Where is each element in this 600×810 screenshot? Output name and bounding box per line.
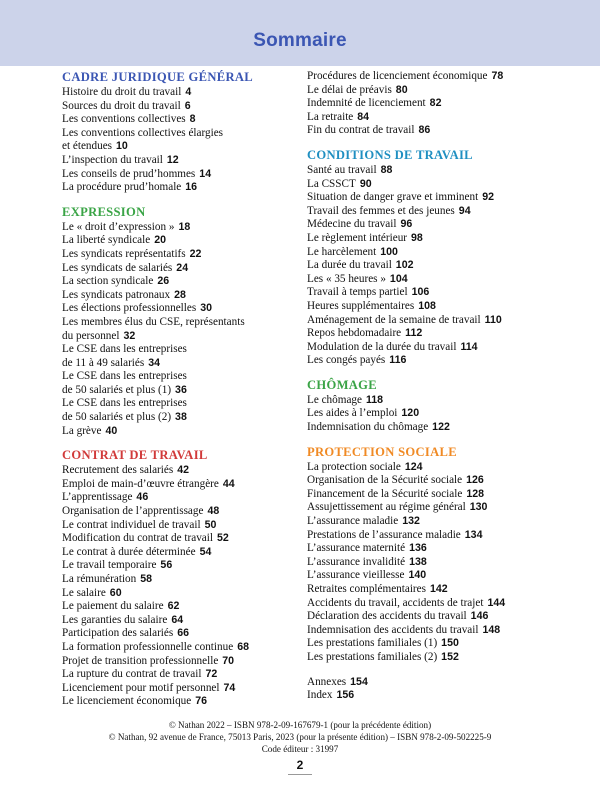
toc-entry-title: Travail des femmes et des jeunes — [307, 204, 455, 217]
toc-entry[interactable] — [62, 343, 302, 357]
toc-section-conditions — [307, 148, 547, 368]
toc-entry-title: Heures supplémentaires — [307, 299, 415, 312]
toc-entry[interactable] — [307, 273, 547, 287]
toc-entry[interactable] — [307, 407, 547, 421]
toc-entry[interactable] — [307, 421, 547, 435]
toc-entry-title: Annexes — [307, 675, 347, 688]
toc-entry-page: 60 — [109, 586, 122, 599]
toc-entry-page: 94 — [458, 204, 471, 217]
toc-entry-title: du personnel — [62, 329, 120, 342]
toc-entry-title: Travail à temps partiel — [307, 286, 408, 299]
toc-entry-title: Modulation de la durée du travail — [307, 340, 457, 353]
toc-entry[interactable] — [307, 556, 547, 570]
toc-entry[interactable] — [62, 100, 302, 114]
toc-entry[interactable] — [62, 154, 302, 168]
toc-entry[interactable] — [62, 316, 302, 330]
toc-entry-page: 64 — [171, 613, 184, 626]
toc-entry-title: Le CSE dans les entreprises — [62, 343, 187, 356]
toc-entry[interactable] — [307, 218, 547, 232]
toc-entry-title: Aménagement de la semaine de travail — [307, 313, 481, 326]
toc-entry-title: La grève — [62, 424, 102, 437]
toc-entry-title: Les conventions collectives — [62, 113, 186, 126]
toc-entry-title: Accidents du travail, accidents de trajet — [307, 596, 484, 609]
toc-entry-page: 144 — [487, 596, 506, 609]
toc-entry-page: 62 — [167, 600, 180, 613]
toc-section-protection — [307, 445, 547, 665]
toc-section-expression — [62, 205, 302, 439]
toc-entry[interactable] — [307, 286, 547, 300]
toc-section-chomage — [307, 378, 547, 435]
toc-entry-title: Le licenciement économique — [62, 695, 192, 708]
toc-entry-title: La liberté syndicale — [62, 234, 151, 247]
toc-entry[interactable] — [62, 168, 302, 182]
toc-entry-title: Les « 35 heures » — [307, 272, 386, 285]
toc-entry-page: 120 — [401, 407, 420, 420]
toc-entry[interactable] — [62, 682, 302, 696]
toc-entry[interactable] — [62, 614, 302, 628]
toc-entry-title: La formation professionnelle continue — [62, 640, 234, 653]
toc-entry-page: 32 — [123, 329, 136, 342]
toc-entry-page: 114 — [460, 340, 478, 353]
toc-entry-page: 128 — [466, 487, 485, 500]
toc-entry-page: 12 — [166, 153, 179, 166]
toc-entry-title: Médecine du travail — [307, 218, 397, 231]
toc-entry[interactable] — [307, 597, 547, 611]
toc-entry-title: Les conseils de prud’hommes — [62, 167, 196, 180]
toc-entry[interactable] — [307, 327, 547, 341]
section-heading-chomage[interactable]: CHÔMAGE — [307, 377, 377, 392]
toc-entry-title: Le CSE dans les entreprises — [62, 397, 187, 410]
toc-entry[interactable] — [307, 461, 547, 475]
toc-entry[interactable] — [307, 84, 547, 98]
toc-entry[interactable] — [307, 97, 547, 111]
toc-entry[interactable] — [62, 370, 302, 384]
toc-entry-page: 100 — [380, 245, 398, 258]
toc-entry-page: 102 — [395, 259, 414, 272]
toc-entry-page: 26 — [157, 275, 170, 288]
toc-entry[interactable] — [307, 178, 547, 192]
toc-entry-page: 48 — [207, 505, 220, 518]
toc-entry-page: 106 — [411, 286, 430, 299]
section-heading-contrat[interactable]: CONTRAT DE TRAVAIL — [62, 448, 208, 463]
toc-entry-page: 108 — [418, 299, 436, 312]
toc-entry-title: Les conventions collectives élargies — [62, 126, 224, 139]
toc-entry[interactable] — [307, 637, 547, 651]
toc-entry[interactable] — [307, 474, 547, 488]
toc-entry-page: 42 — [177, 464, 190, 477]
toc-entry[interactable] — [62, 559, 302, 573]
toc-entry-title: Le règlement intérieur — [307, 231, 408, 244]
section-heading-expression[interactable]: EXPRESSION — [62, 204, 146, 219]
section-heading-conditions[interactable]: CONDITIONS DE TRAVAIL — [307, 147, 473, 162]
toc-entry[interactable] — [307, 676, 547, 690]
toc-entry-title: Les membres élus du CSE, représentants — [62, 315, 245, 328]
toc-entry[interactable] — [307, 610, 547, 624]
toc-entry[interactable] — [62, 600, 302, 614]
toc-entry-title: Retraites complémentaires — [307, 583, 426, 595]
toc-entry-page: 36 — [175, 383, 187, 396]
toc-entry[interactable] — [62, 302, 302, 316]
toc-entry-page: 84 — [357, 110, 370, 123]
toc-entry-title: Licenciement pour motif personnel — [62, 681, 220, 694]
toc-entry-title: L’assurance maladie — [307, 515, 399, 528]
toc-entry-page: 76 — [195, 695, 208, 708]
toc-entry-title: Prestations de l’assurance maladie — [307, 528, 461, 541]
toc-entry[interactable] — [62, 546, 302, 560]
toc-entry[interactable] — [307, 164, 547, 178]
toc-entry-title: L’assurance vieillesse — [307, 569, 405, 582]
toc-entry-title: La rémunération — [62, 573, 137, 585]
page-title: Sommaire — [253, 30, 347, 51]
toc-entry[interactable] — [62, 505, 302, 519]
toc-entry[interactable] — [62, 397, 302, 411]
toc-entry-page: 116 — [389, 354, 407, 367]
toc-entry[interactable] — [62, 695, 302, 709]
toc-entry-page: 110 — [484, 313, 502, 326]
toc-entry-title: La durée du travail — [307, 259, 392, 272]
toc-entry[interactable] — [307, 394, 547, 408]
toc-entry-title: Procédures de licenciement économique — [307, 70, 488, 82]
toc-entry-page: 148 — [482, 623, 501, 636]
toc-entry-page: 6 — [184, 99, 191, 112]
toc-entry-page: 104 — [389, 272, 408, 285]
toc-entry[interactable] — [62, 411, 302, 425]
toc-entry-page: 118 — [365, 393, 384, 406]
toc-entry-title: Recrutement des salariés — [62, 464, 174, 477]
toc-entry-page: 150 — [441, 637, 459, 650]
toc-entry-title: Les garanties du salaire — [62, 613, 168, 626]
toc-entry[interactable] — [62, 384, 302, 398]
toc-entry-page: 16 — [185, 181, 198, 194]
toc-entry[interactable] — [307, 205, 547, 219]
toc-entry-title: La protection sociale — [307, 460, 401, 473]
toc-entry[interactable] — [307, 111, 547, 125]
toc-entry-title: Le « droit d’expression » — [62, 220, 175, 233]
toc-entry-page: 74 — [223, 681, 236, 694]
toc-entry[interactable] — [62, 532, 302, 546]
toc-entry-title: Les aides à l’emploi — [307, 407, 398, 420]
toc-entry-page: 142 — [429, 583, 448, 595]
toc-entry-title: Situation de danger grave et imminent — [307, 191, 479, 204]
toc-entry-title: Indemnité de licenciement — [307, 97, 426, 110]
toc-entry[interactable] — [62, 289, 302, 303]
toc-entry[interactable] — [307, 259, 547, 273]
toc-entry-page: 40 — [105, 424, 118, 437]
toc-entry-page: 134 — [464, 528, 483, 541]
toc-entry-page: 20 — [154, 234, 167, 247]
toc-entry-page: 154 — [350, 675, 368, 688]
toc-entry-page: 10 — [116, 140, 128, 153]
copyright-line-1: © Nathan 2022 – ISBN 978-2-09-167679-1 (pour la précédente édition) — [168, 720, 432, 730]
toc-entry[interactable] — [62, 425, 302, 439]
toc-entry-title: Les syndicats patronaux — [62, 288, 171, 301]
page-number: 2 — [296, 758, 304, 772]
toc-entry-page: 38 — [175, 411, 187, 424]
toc-entry[interactable] — [307, 569, 547, 583]
toc-entry[interactable] — [62, 668, 302, 682]
toc-entry-page: 96 — [400, 218, 413, 231]
toc-entry-page: 34 — [148, 356, 161, 369]
toc-entry[interactable] — [62, 127, 302, 141]
toc-entry[interactable] — [62, 234, 302, 248]
toc-section-cadre — [62, 70, 302, 195]
toc-entry-title: Déclaration des accidents du travail — [307, 610, 467, 623]
toc-entry-title: Le contrat individuel de travail — [62, 518, 201, 531]
toc-entry[interactable] — [62, 464, 302, 478]
toc-entry[interactable] — [62, 221, 302, 235]
toc-entry[interactable] — [62, 140, 302, 154]
toc-right-column — [307, 70, 547, 703]
toc-entry-title: Les prestations familiales (1) — [307, 637, 438, 650]
toc-entry-title: Le CSE dans les entreprises — [62, 370, 187, 383]
copyright-footer — [0, 719, 600, 755]
toc-entry[interactable] — [307, 232, 547, 246]
toc-entry-title: Le travail temporaire — [62, 559, 157, 572]
toc-entry-page: 156 — [336, 689, 355, 702]
toc-entry-page: 122 — [432, 421, 450, 434]
toc-entry[interactable] — [62, 641, 302, 655]
toc-entry-title: Repos hebdomadaire — [307, 327, 402, 340]
toc-entry-title: Emploi de main-d’œuvre étrangère — [62, 477, 219, 490]
toc-entry-title: Fin du contrat de travail — [307, 124, 415, 137]
toc-entry[interactable] — [307, 70, 547, 84]
toc-entry[interactable] — [307, 624, 547, 638]
toc-entry-page: 152 — [441, 650, 459, 663]
toc-entry[interactable] — [62, 262, 302, 276]
toc-entry[interactable] — [307, 488, 547, 502]
toc-entry[interactable] — [307, 354, 547, 368]
toc-entry[interactable] — [307, 124, 547, 138]
toc-entry-page: 46 — [136, 491, 149, 504]
toc-entry-page: 82 — [429, 97, 442, 110]
toc-entry-title: de 50 salariés et plus (2) — [62, 411, 172, 424]
section-heading-protection[interactable]: PROTECTION SOCIALE — [307, 444, 457, 459]
toc-entry-title: L’apprentissage — [62, 491, 133, 504]
toc-entry[interactable] — [62, 478, 302, 492]
toc-entry-title: La section syndicale — [62, 275, 154, 288]
toc-entry-title: Le chômage — [307, 393, 362, 406]
toc-entry-page: 98 — [411, 231, 423, 244]
toc-entry-page: 72 — [205, 668, 218, 681]
toc-entry-page: 70 — [222, 654, 235, 667]
toc-entry-page: 138 — [409, 555, 427, 568]
toc-entry-page: 50 — [204, 518, 217, 531]
toc-entry-page: 18 — [178, 220, 191, 233]
toc-entry-title: L’inspection du travail — [62, 153, 163, 166]
toc-entry-title: Le paiement du salaire — [62, 600, 164, 613]
toc-entry-page: 78 — [491, 70, 504, 82]
toc-entry-title: Sources du droit du travail — [62, 99, 181, 112]
section-heading-cadre[interactable]: CADRE JURIDIQUE GÉNÉRAL — [62, 70, 253, 84]
toc-entry-page: 90 — [359, 177, 372, 190]
toc-entry-page: 126 — [466, 474, 484, 487]
toc-entry-title: Le salaire — [62, 586, 106, 599]
copyright-line-2: © Nathan, 92 avenue de France, 75013 Paris, 2023 (pour la présente édition) – ISBN 978-2-09-502225-9 — [108, 732, 492, 742]
publisher-code: Code éditeur : 31997 — [261, 744, 339, 754]
toc-entry[interactable] — [307, 246, 547, 260]
toc-entry-page: 8 — [189, 113, 196, 126]
toc-entry[interactable] — [307, 191, 547, 205]
toc-entry[interactable] — [62, 573, 302, 587]
toc-entry-page: 52 — [216, 532, 229, 545]
toc-entry-page: 68 — [237, 640, 249, 653]
toc-entry[interactable] — [307, 501, 547, 515]
toc-entry[interactable] — [307, 583, 547, 597]
toc-entry[interactable] — [62, 357, 302, 371]
toc-entry[interactable] — [62, 181, 302, 195]
toc-entry[interactable] — [307, 529, 547, 543]
toc-entry-page: 88 — [380, 163, 393, 176]
toc-entry-title: Les congés payés — [307, 354, 386, 367]
toc-entry-title: L’assurance invalidité — [307, 555, 406, 568]
toc-entry-page: 44 — [222, 477, 235, 490]
toc-entry-title: L’assurance maternité — [307, 542, 406, 555]
toc-entry-page: 58 — [140, 573, 153, 585]
toc-entry-title: Histoire du droit du travail — [62, 86, 182, 98]
toc-entry[interactable] — [307, 542, 547, 556]
toc-entry[interactable] — [62, 491, 302, 505]
annexes-list — [307, 676, 547, 703]
toc-entry-page: 28 — [174, 288, 186, 301]
toc-entry-page: 80 — [395, 83, 408, 96]
toc-entry-page: 140 — [408, 569, 427, 582]
toc-entry[interactable] — [62, 627, 302, 641]
toc-section-contrat-suite — [307, 70, 547, 138]
toc-entry-page: 112 — [405, 327, 423, 340]
toc-entry-title: Participation des salariés — [62, 627, 174, 640]
toc-entry-title: Organisation de la Sécurité sociale — [307, 474, 463, 487]
toc-entry[interactable] — [62, 86, 302, 100]
toc-entry-title: Les syndicats de salariés — [62, 261, 173, 274]
toc-entry-title: Index — [307, 689, 333, 702]
toc-entry-page: 86 — [418, 124, 431, 137]
toc-entry-page: 66 — [177, 627, 190, 640]
toc-right-sections — [307, 70, 547, 665]
toc-entry[interactable] — [307, 515, 547, 529]
toc-section-contrat — [62, 448, 302, 709]
toc-entry[interactable] — [307, 689, 547, 703]
toc-entry-title: et étendues — [62, 140, 113, 153]
toc-entry-page: 92 — [482, 191, 494, 204]
toc-entry[interactable] — [62, 655, 302, 669]
toc-entry-page: 132 — [402, 515, 420, 528]
toc-entry-title: Les syndicats représentatifs — [62, 247, 186, 260]
toc-entry-page: 24 — [176, 261, 189, 274]
toc-entry[interactable] — [62, 248, 302, 262]
toc-entry-page: 56 — [160, 559, 173, 572]
toc-entry[interactable] — [307, 314, 547, 328]
toc-left-column — [62, 70, 302, 719]
toc-entry-title: Projet de transition professionnelle — [62, 654, 219, 667]
toc-entry-title: Indemnisation des accidents du travail — [307, 623, 479, 636]
toc-entry-title: de 11 à 49 salariés — [62, 356, 145, 369]
toc-entry-title: Indemnisation du chômage — [307, 421, 429, 434]
toc-entry-page: 124 — [404, 460, 423, 473]
toc-entry-page: 14 — [199, 167, 212, 180]
toc-entry-title: Le contrat à durée déterminée — [62, 545, 196, 558]
toc-entry-page: 54 — [199, 545, 212, 558]
toc-entry-title: de 50 salariés et plus (1) — [62, 383, 172, 396]
toc-entry[interactable] — [62, 113, 302, 127]
toc-entry-title: La procédure prud’homale — [62, 181, 182, 194]
toc-entry-page: 136 — [409, 542, 427, 555]
toc-entry-title: La CSSCT — [307, 177, 356, 190]
toc-entry-title: Le harcèlement — [307, 245, 377, 258]
toc-entry[interactable] — [62, 587, 302, 601]
toc-entry[interactable] — [307, 341, 547, 355]
toc-entry-page: 30 — [200, 302, 213, 315]
toc-entry-title: Le délai de préavis — [307, 83, 392, 96]
toc-entry-title: Financement de la Sécurité sociale — [307, 487, 463, 500]
toc-entry[interactable] — [307, 651, 547, 665]
toc-entry-title: Les prestations familiales (2) — [307, 650, 438, 663]
toc-entry-title: Modification du contrat de travail — [62, 532, 213, 545]
toc-entry-title: Santé au travail — [307, 163, 377, 176]
toc-entry[interactable] — [62, 519, 302, 533]
toc-entry-page: 146 — [470, 610, 489, 623]
toc-entry[interactable] — [62, 275, 302, 289]
toc-entry-title: Assujettissement au régime général — [307, 501, 466, 514]
toc-entry-title: Les élections professionnelles — [62, 302, 197, 315]
toc-entry-title: La retraite — [307, 110, 354, 123]
toc-entry[interactable] — [307, 300, 547, 314]
toc-entry-page: 4 — [185, 86, 192, 98]
toc-entry-page: 22 — [189, 247, 202, 260]
page-number-rule — [288, 774, 312, 775]
toc-entry[interactable] — [62, 330, 302, 344]
toc-entry-title: La rupture du contrat de travail — [62, 668, 202, 681]
toc-entry-title: Organisation de l’apprentissage — [62, 505, 204, 518]
toc-entry-page: 130 — [469, 501, 488, 514]
